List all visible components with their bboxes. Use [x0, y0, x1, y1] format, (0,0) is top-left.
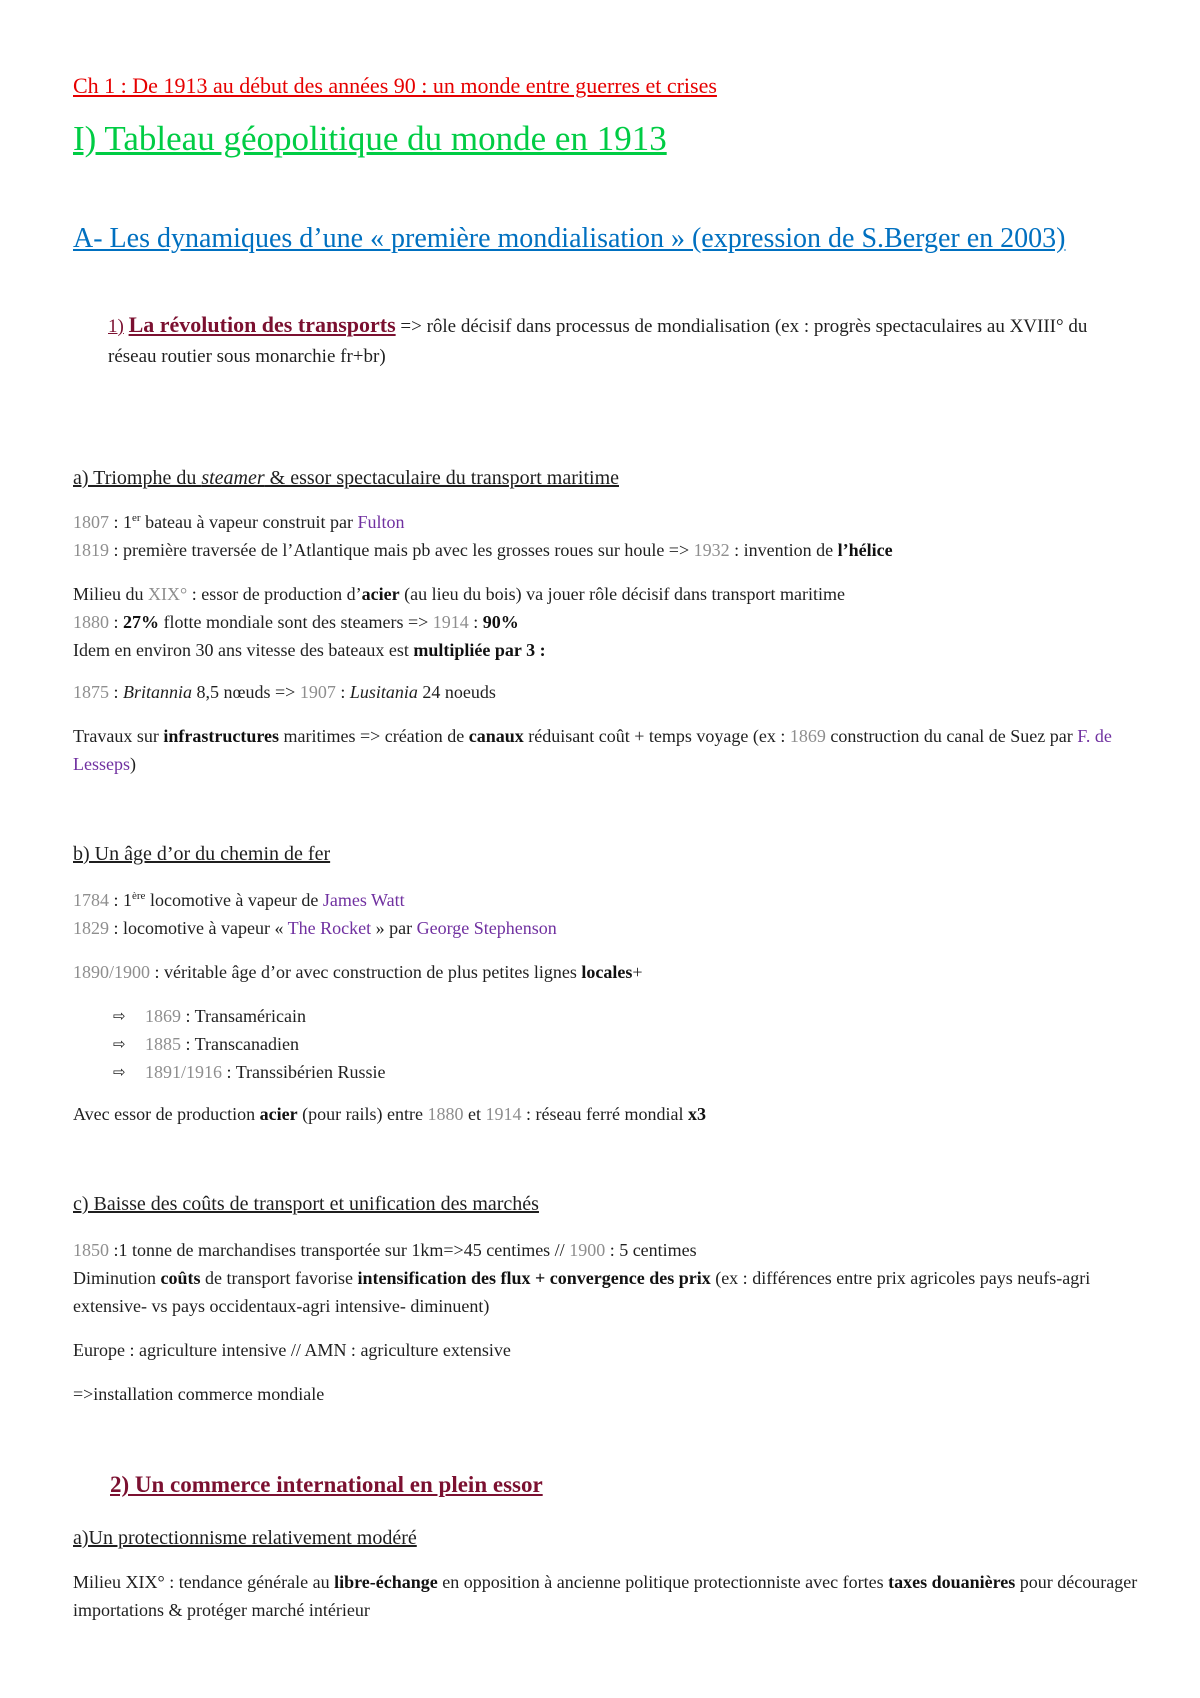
text: +: [632, 962, 643, 982]
subsection-2-title: 2) Un commerce international en plein essor: [110, 1472, 543, 1497]
railway-paragraph-1: [73, 886, 1138, 942]
line-infrastructures: [73, 722, 1138, 778]
text: : locomotive à vapeur «: [109, 918, 288, 938]
line-1890-1900: [73, 958, 1138, 986]
list-item: [73, 1058, 1138, 1086]
line-1829: [73, 914, 1138, 942]
text: (pour rails) entre: [297, 1104, 428, 1124]
text: pour décourager importations & protéger marché intérieur: [73, 1572, 1138, 1620]
text: bateau à vapeur construit par: [140, 512, 358, 532]
subsection-1-number: 1): [108, 316, 124, 337]
title-part: & essor spectaculaire du transport maritime: [264, 467, 619, 489]
bold-term: intensification des flux + convergence des prix: [357, 1268, 711, 1288]
arrow-icon: ⇨: [113, 1007, 126, 1025]
person-name: George Stephenson: [416, 918, 557, 938]
year: 1891/1916: [145, 1062, 223, 1082]
bold-term: infrastructures: [163, 726, 279, 746]
bold-term: locales: [581, 962, 633, 982]
text: :: [468, 612, 483, 632]
text: en opposition à ancienne politique protectionniste avec fortes: [437, 1572, 889, 1592]
year: 1885: [145, 1034, 181, 1054]
line-1850: [73, 1236, 1138, 1264]
subsection-a-title: [73, 464, 1138, 492]
subsection-1: [108, 310, 1118, 372]
year: 1880: [73, 612, 109, 632]
text: : invention de: [729, 540, 838, 560]
bold-term: libre-échange: [334, 1572, 438, 1592]
text: (au lieu du bois) va jouer rôle décisif dans transport maritime: [399, 584, 846, 604]
bold-term: canaux: [468, 726, 524, 746]
chapter-title: Ch 1 : De 1913 au début des années 90 : un monde entre guerres et crises: [73, 73, 717, 98]
text: : 1: [109, 890, 133, 910]
list-item: [73, 1002, 1138, 1030]
text: : véritable âge d’or avec construction de plus petites lignes: [150, 962, 582, 982]
text: : 5 centimes: [605, 1240, 697, 1260]
year: 1880: [427, 1104, 464, 1124]
maritime-paragraph-2: [73, 580, 1138, 664]
part-title: I) Tableau géopolitique du monde en 1913: [73, 119, 667, 158]
text: et: [463, 1104, 486, 1124]
bold-term: l’hélice: [837, 540, 893, 560]
year: 1900: [569, 1240, 606, 1260]
section-a-title: A- Les dynamiques d’une « première mondialisation » (expression de S.Berger en 2003): [73, 223, 1066, 254]
bold-term: 90%: [482, 612, 519, 632]
year: 1875: [73, 682, 109, 702]
year: 1807: [73, 512, 109, 532]
title-part: a) Triomphe du: [73, 467, 202, 489]
bold-term: 27%: [123, 612, 160, 632]
text: Travaux sur: [73, 726, 164, 746]
text: : 1: [109, 512, 133, 532]
year: 1850: [73, 1240, 109, 1260]
text: Milieu du: [73, 584, 148, 604]
subsection-1-title: La révolution des transports: [128, 312, 396, 337]
year: 1914: [432, 612, 469, 632]
line-europe: Europe : agriculture intensive // AMN : agriculture extensive: [73, 1340, 511, 1360]
text: réduisant coût + temps voyage (ex :: [523, 726, 790, 746]
line-1880: [73, 608, 1138, 636]
line-acier-rails: [73, 1100, 1138, 1128]
text: flotte mondiale sont des steamers =>: [159, 612, 433, 632]
locomotive-name: The Rocket: [287, 918, 372, 938]
bold-term: coûts: [160, 1268, 201, 1288]
subsection-c-title: c) Baisse des coûts de transport et unification des marchés: [73, 1193, 539, 1215]
text: : essor de production d’: [187, 584, 362, 604]
text: Diminution: [73, 1268, 161, 1288]
text: » par: [371, 918, 417, 938]
costs-paragraph: [73, 1236, 1138, 1320]
text: :: [109, 682, 124, 702]
bold-term: acier: [361, 584, 400, 604]
year: 1819: [73, 540, 109, 560]
line-installation: =>installation commerce mondiale: [73, 1384, 325, 1404]
person-name: F. de Lesseps: [73, 726, 1112, 774]
subsection-b-title: b) Un âge d’or du chemin de fer: [73, 843, 331, 865]
line-milieu-xix: [73, 580, 1138, 608]
text: maritimes => création de: [279, 726, 469, 746]
year: 1869: [145, 1006, 181, 1026]
line-libre-echange: [73, 1568, 1138, 1624]
maritime-paragraph-1: [73, 508, 1138, 564]
year: 1784: [73, 890, 109, 910]
text: construction du canal de Suez par: [825, 726, 1078, 746]
text: (ex : différences entre prix agricoles pays neufs-agri extensive- vs pays occidentaux-agri intensive- diminuent): [73, 1268, 1091, 1316]
person-name: Fulton: [357, 512, 405, 532]
line-1784: [73, 886, 1138, 914]
text: : réseau ferré mondial: [521, 1104, 688, 1124]
text: : Transcanadien: [181, 1034, 299, 1054]
text: :: [109, 612, 124, 632]
text: : première traversée de l’Atlantique mais pb avec les grosses roues sur houle =>: [109, 540, 694, 560]
text: Milieu XIX° : tendance générale au: [73, 1572, 335, 1592]
subsection-1-text: => rôle décisif dans processus de mondialisation (ex : progrès spectaculaires au XVIII° du réseau routier sous monarchie fr+br): [108, 316, 1088, 367]
ship-name: Britannia: [123, 682, 193, 702]
bold-term: acier: [259, 1104, 298, 1124]
text: locomotive à vapeur de: [145, 890, 323, 910]
line-1819: [73, 536, 1138, 564]
year: 1890/1900: [73, 962, 151, 982]
year: 1907: [299, 682, 336, 702]
bold-term: taxes douanières: [888, 1572, 1016, 1592]
line-diminution: [73, 1264, 1138, 1320]
line-vitesse: [73, 636, 1138, 664]
year: 1869: [789, 726, 826, 746]
year: 1914: [485, 1104, 522, 1124]
text: de transport favorise: [200, 1268, 358, 1288]
year: 1932: [693, 540, 730, 560]
line-1807: [73, 508, 1138, 536]
superscript: er: [132, 512, 141, 524]
text: 24 noeuds: [417, 682, 496, 702]
title-italic: steamer: [201, 467, 265, 489]
list-item: [73, 1030, 1138, 1058]
superscript: ère: [132, 890, 146, 902]
line-1875: [73, 678, 1138, 706]
text: : Transaméricain: [181, 1006, 306, 1026]
text: 8,5 nœuds =>: [192, 682, 300, 702]
arrow-icon: ⇨: [113, 1035, 126, 1053]
person-name: James Watt: [322, 890, 405, 910]
bold-term: multipliée par 3 :: [413, 640, 546, 660]
text: :1 tonne de marchandises transportée sur 1km=>45 centimes //: [109, 1240, 570, 1260]
text: Idem en environ 30 ans vitesse des bateaux est: [73, 640, 414, 660]
railway-list: [73, 1002, 1138, 1086]
bold-term: x3: [687, 1104, 706, 1124]
year: XIX°: [148, 584, 188, 604]
text: ): [130, 754, 136, 774]
text: : Transsibérien Russie: [222, 1062, 386, 1082]
text: Avec essor de production: [73, 1104, 260, 1124]
year: 1829: [73, 918, 109, 938]
text: :: [335, 682, 350, 702]
ship-name: Lusitania: [349, 682, 418, 702]
subsection-2a-title: a)Un protectionnisme relativement modéré: [73, 1527, 417, 1549]
arrow-icon: ⇨: [113, 1063, 126, 1081]
